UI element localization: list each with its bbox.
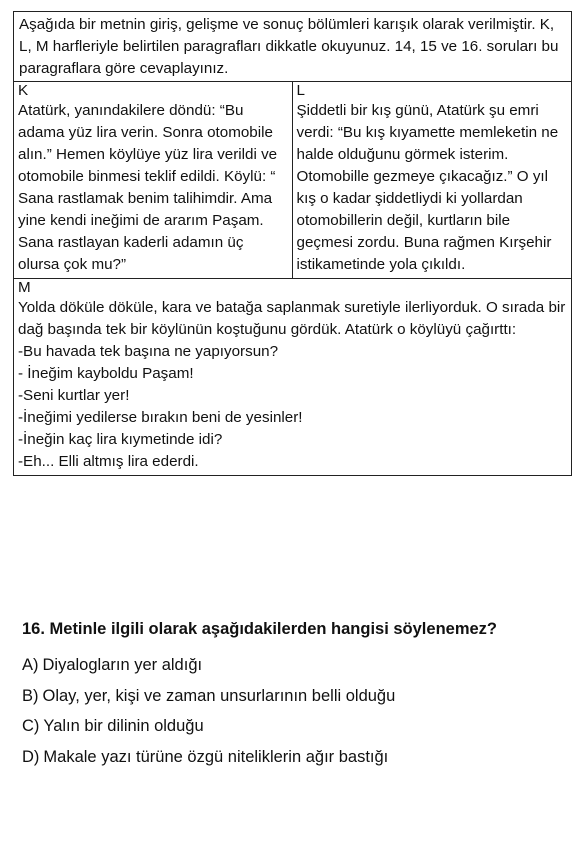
option-b-label: B) (22, 686, 39, 705)
passage-instructions: Aşağıda bir metnin giriş, gelişme ve sonuç bölümleri karışık olarak verilmiştir. K, L, M harfleriyle belirtilen paragrafları dikkatle okuyunuz. 14, 15 ve 16. soruları bu paragraflara göre cevaplayınız. (14, 12, 571, 82)
paragraph-k-letter: K (18, 82, 29, 99)
paragraph-m (14, 279, 571, 475)
option-d-text: Makale yazı türüne özgü niteliklerin ağır bastığı (43, 747, 389, 766)
paragraph-k (14, 82, 293, 278)
paragraph-m-letter: M (18, 279, 31, 296)
option-d[interactable] (22, 742, 582, 773)
dialogue-line: -Eh... Elli altmış lira ederdi. (18, 453, 199, 470)
reading-passage-box (13, 11, 572, 476)
option-a-text: Diyalogların yer aldığı (42, 656, 203, 674)
option-c-label: C) (22, 717, 40, 735)
answer-options (22, 650, 582, 772)
paragraph-l-text: Şiddetli bir kış günü, Atatürk şu emri verdi: “Bu kış kıyamette memleketin ne halde olduğunu görmek isterim. Otomobille gezmeye çıkacağız.” O yıl kış o kadar şiddetliydi ki yollardan otomobillerin değil, kurtların bile geçmesi zordu. Buna rağmen Kırşehir istikametinde yola çıkıldı. (296, 102, 559, 273)
option-c-text: Yalın bir dilinin olduğu (43, 717, 204, 735)
option-b-text: Olay, yer, kişi ve zaman unsurlarının belli olduğu (42, 686, 396, 705)
option-a-label: A) (22, 656, 39, 674)
paragraph-m-narration: Yolda döküle döküle, kara ve batağa saplanmak suretiyle ilerliyorduk. O sırada bir dağ başında tek bir köylünün koştuğunu gördük. Atatürk o köylüyü çağırttı: (18, 299, 566, 338)
paragraph-k-text: Atatürk, yanındakilere döndü: “Bu adama yüz lira verin. Sonra otomobile alın.” Hemen köylüye yüz lira verildi ve otomobile binmesi teklif edildi. Köylü: “ Sana rastlamak benim talihimdir. Ama yine kendi ineğimi de ararım Paşam. Sana rastlayan kaderli adamın üç olursa çok mu?” (18, 102, 278, 273)
paragraph-m-dialogue (18, 341, 567, 473)
dialogue-line: -Seni kurtlar yer! (18, 387, 130, 404)
paragraph-row-k-l (14, 82, 571, 279)
dialogue-line: - İneğim kayboldu Paşam! (18, 365, 194, 382)
option-b[interactable] (22, 681, 582, 712)
option-d-label: D) (22, 747, 40, 766)
option-c[interactable] (22, 711, 582, 742)
dialogue-line: -Bu havada tek başına ne yapıyorsun? (18, 343, 279, 360)
option-a[interactable] (22, 650, 582, 681)
dialogue-line: -İneğin kaç lira kıymetinde idi? (18, 431, 223, 448)
paragraph-l-letter: L (296, 82, 305, 99)
question-16-stem: 16. Metinle ilgili olarak aşağıdakilerden hangisi söylenemez? (22, 620, 498, 638)
paragraph-l (293, 82, 572, 278)
dialogue-line: -İneğimi yedilerse bırakın beni de yesinler! (18, 409, 303, 426)
